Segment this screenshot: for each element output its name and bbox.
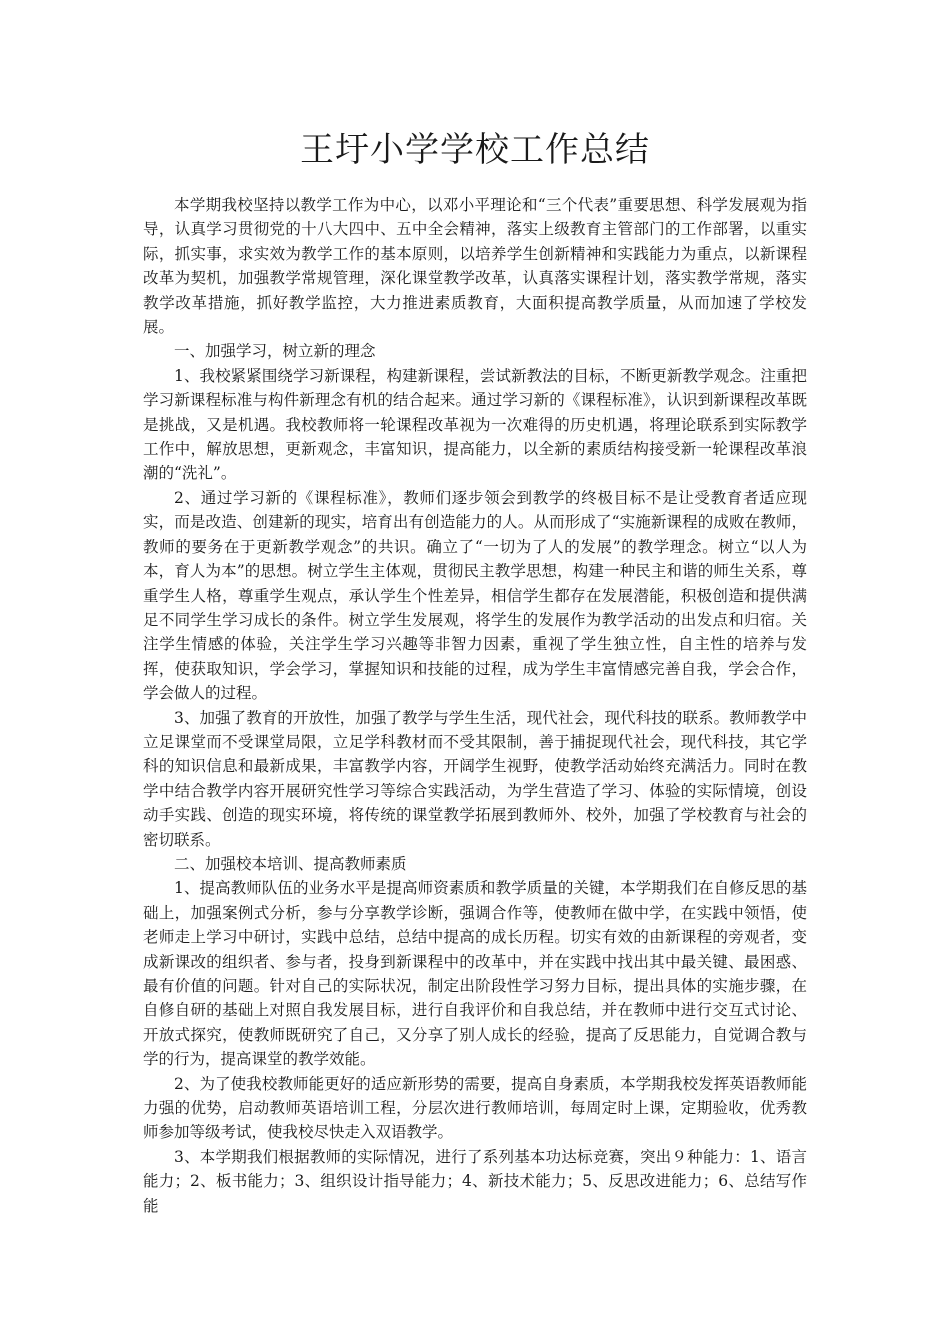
section1-paragraph-1: 1、我校紧紧围绕学习新课程，构建新课程，尝试新教法的目标，不断更新教学观念。注重把学习新课程标准与构件新理念有机的结合起来。通过学习新的《课程标准》，认识到新课程改革既是挑战，又是机遇。我校教师将一轮课程改革视为一次难得的历史机遇，将理论联系到实际教学工作中，解放思想，更新观念，丰富知识，提高能力，以全新的素质结构接受新一轮课程改革浪潮的“洗礼”。 [143, 366, 807, 483]
section-heading-1: 一、加强学习，树立新的理念 [174, 342, 376, 361]
section2-paragraph-1: 1、提高教师队伍的业务水平是提高师资素质和教学质量的关键，本学期我们在自修反思的基础上，加强案例式分析，参与分享教学诊断，强调合作等，使教师在做中学，在实践中领悟，使老师走上学习中研讨，实践中总结，总结中提高的成长历程。切实有效的由新课程的旁观者，变成新课改的组织者、参与者，投身到新课程中的改革中，并在实践中找出其中最关键、最困惑、最有价值的问题。针对自己的实际状况，制定出阶段性学习努力目标，提出具体的实施步骤，在自修自研的基础上对照自我发展目标，进行自我评价和自我总结，并在教师中进行交互式讨论、开放式探究，使教师既研究了自己，又分享了别人成长的经验，提高了反思能力，自觉调合教与学的行为，提高课堂的教学效能。 [143, 879, 807, 1069]
section1-paragraph-2: 2、通过学习新的《课程标准》，教师们逐步领会到教学的终极目标不是让受教育者适应现实，而是改造、创建新的现实，培育出有创造能力的人。从而形成了“实施新课程的成败在教师，教师的要务在于更新教学观念”的共识。确立了“一切为了人的发展”的教学理念。树立“以人为本，育人为本”的思想。树立学生主体观，贯彻民主教学思想，构建一种民主和谐的师生关系，尊重学生人格，尊重学生观点，承认学生个性差异，相信学生都存在发展潜能，积极创造和提供满足不同学生学习成长的条件。树立学生发展观，将学生的发展作为教学活动的出发点和归宿。关注学生情感的体验，关注学生学习兴趣等非智力因素，重视了学生独立性，自主性的培养与发挥，使获取知识，学会学习，掌握知识和技能的过程，成为学生丰富情感完善自我，学会合作，学会做人的过程。 [143, 488, 807, 703]
section-heading-2: 二、加强校本培训、提高教师素质 [174, 854, 407, 873]
document-body [143, 193, 807, 1218]
intro-paragraph: 本学期我校坚持以教学工作为中心，以邓小平理论和“三个代表”重要思想、科学发展观为指导，认真学习贯彻党的十八大四中、五中全会精神，落实上级教育主管部门的工作部署，以重实际，抓实事，求实效为教学工作的基本原则，以培养学生创新精神和实践能力为重点，以新课程改革为契机，加强教学常规管理，深化课堂教学改革，认真落实课程计划，落实教学常规，落实教学改革措施，抓好教学监控，大力推进素质教育，大面积提高教学质量，从而加速了学校发展。 [143, 196, 807, 337]
section2-paragraph-3: 3、本学期我们根据教师的实际情况，进行了系列基本功达标竞赛，突出９种能力：1、语言能力；2、板书能力；3、组织设计指导能力；4、新技术能力；5、反思改进能力；6、总结写作能 [143, 1147, 807, 1215]
section1-paragraph-3: 3、加强了教育的开放性，加强了教学与学生生活，现代社会，现代科技的联系。教师教学中立足课堂而不受课堂局限，立足学科教材而不受其限制，善于捕捉现代社会，现代科技，其它学科的知识信息和最新成果，丰富教学内容，开阔学生视野，使教学活动始终充满活力。同时在教学中结合教学内容开展研究性学习等综合实践活动，为学生营造了学习、体验的实际情境，创设动手实践、创造的现实环境，将传统的课堂教学拓展到教师外、校外，加强了学校教育与社会的密切联系。 [143, 708, 807, 849]
page-title: 王圩小学学校工作总结 [300, 130, 650, 170]
section2-paragraph-2: 2、为了使我校教师能更好的适应新形势的需要，提高自身素质，本学期我校发挥英语教师能力强的优势，启动教师英语培训工程，分层次进行教师培训，每周定时上课，定期验收，优秀教师参加等级考试，使我校尽快走入双语教学。 [143, 1074, 807, 1142]
